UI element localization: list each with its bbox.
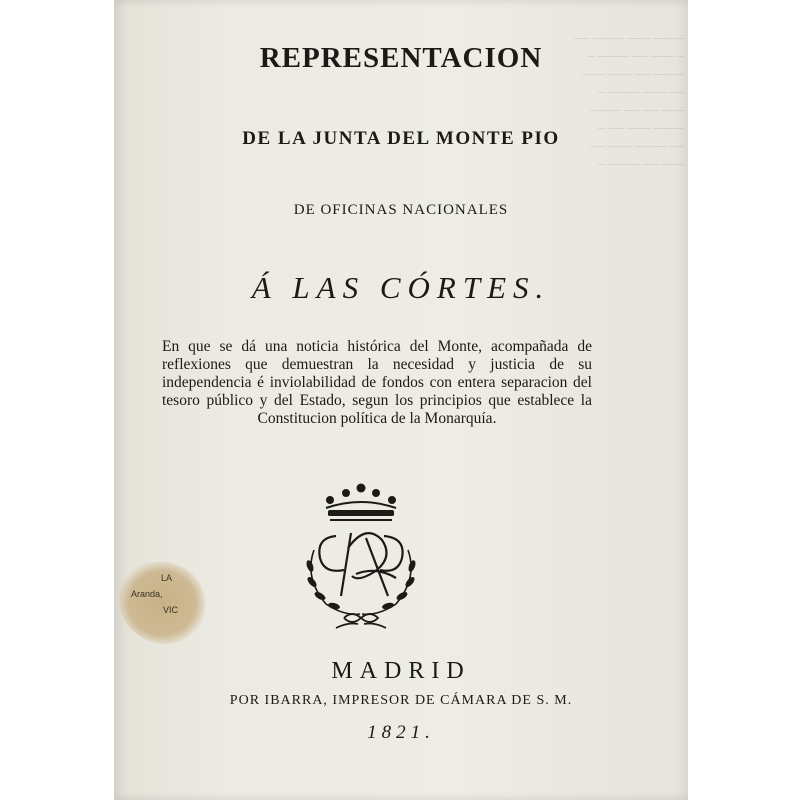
- imprint-year: 1821.: [367, 722, 435, 743]
- stamp-line-2: Aranda,: [131, 589, 163, 599]
- stamp-line-3: VIC: [163, 605, 179, 615]
- subtitle-junta: DE LA JUNTA DEL MONTE PIO: [242, 128, 560, 149]
- description-paragraph: En que se dá una noticia histórica del Monte, acompañada de reflexiones que demuestran la necesidad y justicia de su independencia é inviolabilidad de fondos con entera separacion del tesoro público y del Estado, segun los principios que establece la Constitucion política de la Monarquía.: [162, 338, 592, 427]
- page-title: REPRESENTACION: [259, 42, 543, 74]
- addressee-line: Á LAS CÓRTES.: [251, 270, 551, 305]
- imprint-place: MADRID: [331, 658, 471, 684]
- library-stamp: [119, 562, 205, 644]
- stamp-line-1: LA: [161, 573, 173, 583]
- subtitle-oficinas: DE OFICINAS NACIONALES: [293, 202, 509, 218]
- imprint-printer: POR IBARRA, IMPRESOR DE CÁMARA DE S. M.: [229, 693, 573, 708]
- show-through-text: ──── ─── ──── ── ─ ─── ── ──── ─ ──── ── ─── ─── ── ─── ──── ─ ─── ── ── ──── ──── ─── ── ─ ── ──── ─── ── ─── ── ──── ─: [574, 33, 684, 171]
- crowned-monogram-icon: [296, 478, 426, 638]
- title-page: [114, 0, 688, 800]
